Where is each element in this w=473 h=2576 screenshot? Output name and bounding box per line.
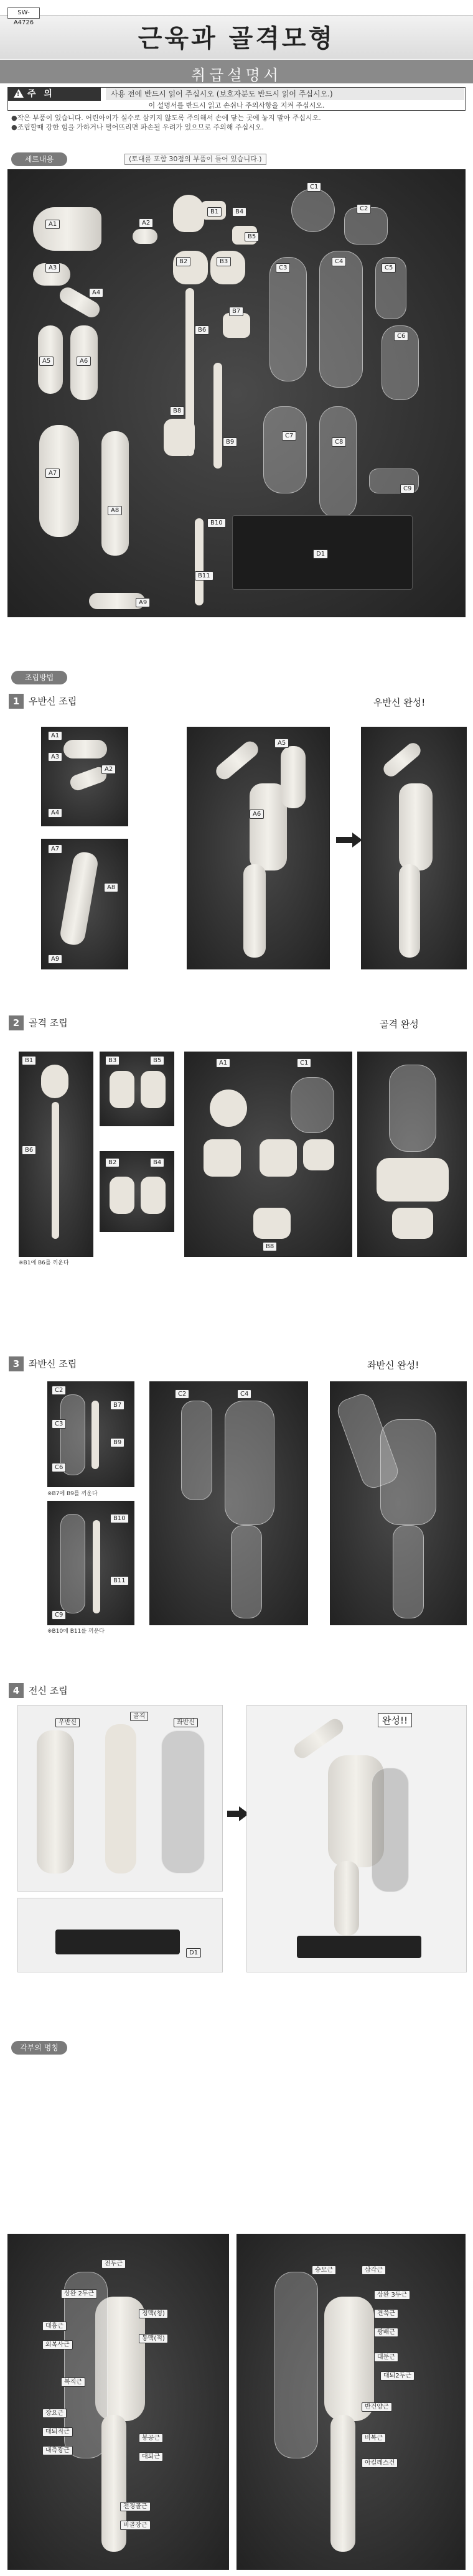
- part-a2: [133, 229, 157, 244]
- name-label: 외복사근: [42, 2340, 73, 2350]
- name-label: 전경골근: [120, 2502, 151, 2511]
- step1-label: A5: [274, 739, 289, 748]
- parts-label: A7: [45, 469, 60, 478]
- parts-label: A5: [39, 357, 54, 366]
- name-label: 대흉근: [42, 2322, 67, 2331]
- parts-label: B9: [223, 437, 237, 447]
- step2-photo-spine: [19, 1052, 93, 1257]
- step3-label: C6: [52, 1463, 66, 1472]
- part-ribs: [204, 1139, 241, 1177]
- step-number: 4: [9, 1683, 24, 1698]
- part-b1-skull: [173, 195, 204, 232]
- step2-label: B8: [263, 1242, 277, 1251]
- parts-label: B3: [217, 257, 231, 266]
- name-label: 봉공근: [139, 2434, 163, 2443]
- part-clear-leg: [393, 1525, 424, 1618]
- step3-caption: ※B10에 B11를 끼운다: [47, 1628, 105, 1635]
- step-done-text: 좌반신 완성!: [367, 1360, 419, 1371]
- step1-label: A9: [48, 954, 62, 964]
- name-label: 광배근: [374, 2328, 398, 2337]
- part-body-arm: [291, 1716, 347, 1762]
- page-title: 근육과 골격모형: [138, 24, 335, 53]
- step1-label: A6: [250, 810, 264, 819]
- step4-photo-parts: [17, 1705, 223, 1892]
- part-clear-torso: [225, 1401, 274, 1525]
- parts-label: C6: [394, 332, 408, 341]
- step2-label: A1: [216, 1058, 230, 1068]
- part-right-half: [37, 1730, 74, 1874]
- step-title: 좌반신 조립: [29, 1358, 77, 1370]
- part-clear-leg: [60, 1514, 85, 1613]
- name-label: 승모근: [312, 2266, 336, 2275]
- part-a8: [101, 431, 129, 556]
- set-contents-tab: 세트내용: [11, 152, 67, 166]
- parts-label: C3: [276, 263, 290, 273]
- part-b8: [164, 419, 195, 456]
- step3-label: B9: [110, 1438, 124, 1447]
- name-label: 동맥(적): [139, 2334, 168, 2343]
- step3-photo-arm: [47, 1381, 134, 1487]
- name-label: 대퇴2두근: [380, 2371, 414, 2381]
- parts-label: D1: [313, 549, 328, 559]
- part-leg: [243, 864, 266, 958]
- part-body-base: [297, 1936, 421, 1958]
- part-skull: [210, 1090, 247, 1127]
- step-title: 우반신 조립: [29, 696, 77, 707]
- product-code: SW-A4726: [7, 7, 40, 19]
- step-done-text: 우반신 완성!: [373, 697, 426, 708]
- parts-label: C9: [400, 484, 414, 493]
- warning-notes: [11, 113, 459, 132]
- name-label: 비복근: [362, 2434, 386, 2443]
- step3-label: C3: [52, 1419, 66, 1429]
- part-left-half: [161, 1730, 205, 1874]
- parts-label: B11: [195, 571, 213, 581]
- name-label: 내측광근: [42, 2446, 73, 2455]
- parts-label: B8: [170, 406, 184, 416]
- part-ribs: [141, 1177, 166, 1214]
- part-b2-ribs: [173, 251, 208, 284]
- parts-label: A1: [45, 220, 60, 229]
- step2-label: B5: [150, 1056, 164, 1065]
- step3-photo-done: [330, 1381, 467, 1625]
- part-arm: [63, 740, 107, 758]
- step1-label: A8: [104, 883, 118, 892]
- step-done-text: 골격 완성: [380, 1019, 419, 1030]
- parts-label: C8: [332, 437, 346, 447]
- names-tab: 각부의 명칭: [11, 2041, 67, 2055]
- part-arm-raised: [213, 738, 261, 782]
- part-b3-ribs: [210, 251, 245, 284]
- part-spine: [52, 1102, 59, 1239]
- parts-label: C4: [332, 257, 346, 266]
- step3-photo-leg: [47, 1501, 134, 1625]
- step3-label: C2: [52, 1386, 66, 1395]
- step3-label: C4: [237, 1389, 251, 1399]
- warning-note: ●작은 부품이 있습니다. 어린아이가 실수로 삼키지 않도록 주의해서 손에 닿는 곳에 놓지 말아 주십시오.: [11, 114, 321, 122]
- step-number: 1: [9, 694, 24, 709]
- name-label: 비골장근: [120, 2521, 151, 2530]
- part-back-clear: [274, 2272, 318, 2458]
- step4-label: 우반신: [55, 1718, 80, 1727]
- part-pelvis: [392, 1208, 433, 1239]
- part-a7: [39, 425, 79, 537]
- part-b7: [223, 313, 250, 338]
- part-ribs: [141, 1071, 166, 1108]
- name-label: 삼각근: [362, 2266, 386, 2275]
- name-label: 상완 2두근: [61, 2289, 97, 2298]
- parts-label: B1: [207, 207, 222, 217]
- part-c1: [291, 189, 335, 232]
- part-b10: [195, 518, 204, 605]
- parts-label: A2: [139, 218, 153, 228]
- part-skeleton-upper: [389, 1065, 436, 1152]
- name-label: 대퇴근: [139, 2452, 163, 2462]
- part-ribcage: [377, 1158, 449, 1202]
- step1-photo-done: [361, 727, 467, 969]
- part-c4: [319, 251, 363, 388]
- part-front-leg: [101, 2415, 126, 2552]
- part-leg-bone: [93, 1520, 100, 1613]
- parts-label: A3: [45, 263, 60, 273]
- part-skeleton: [105, 1724, 136, 1874]
- step4-label: 골격: [130, 1712, 148, 1721]
- part-ribs: [110, 1177, 134, 1214]
- parts-label: B4: [232, 207, 246, 217]
- name-label: 반건양근: [362, 2402, 392, 2412]
- part-a1: [33, 207, 101, 251]
- set-contents-note: (토대를 포함 30점의 부품이 들어 있습니다.): [124, 154, 266, 165]
- step2-photo-done: [357, 1052, 467, 1257]
- warning-line-1: 사용 전에 반드시 읽어 주십시오 (보호자분도 반드시 읽어 주십시오.): [106, 88, 464, 100]
- step2-label: B3: [105, 1056, 119, 1065]
- part-clear-arm: [181, 1401, 212, 1500]
- step4-label: 좌반신: [174, 1718, 198, 1727]
- parts-label: A9: [136, 598, 150, 607]
- step-title: 전신 조립: [29, 1685, 68, 1696]
- step-number: 3: [9, 1356, 24, 1371]
- step3-label: B11: [110, 1576, 129, 1585]
- part-base: [55, 1930, 180, 1954]
- parts-photo: [7, 169, 466, 617]
- step1-label: A7: [48, 844, 62, 854]
- parts-label: B6: [195, 325, 209, 335]
- step3-photo-body: [149, 1381, 308, 1625]
- name-label: 복직근: [61, 2378, 85, 2387]
- step4-photo-base: [17, 1898, 223, 1972]
- parts-label: A4: [89, 288, 103, 297]
- parts-label: C2: [357, 204, 371, 213]
- name-label: 대둔근: [374, 2353, 398, 2362]
- names-photo-front: [7, 2234, 229, 2570]
- warning-exclamation: !: [17, 91, 20, 98]
- part-c7: [263, 406, 307, 493]
- parts-label: B7: [229, 307, 243, 316]
- step1-label: A1: [48, 731, 62, 740]
- name-label: 상완 3두근: [374, 2290, 410, 2300]
- step2-caption: ※B1에 B6를 끼운다: [19, 1260, 69, 1266]
- part-clear-torso: [380, 1419, 436, 1525]
- step-number: 2: [9, 1015, 24, 1030]
- part-c8: [319, 406, 357, 518]
- part-back-leg: [330, 2415, 355, 2552]
- name-label: 전두근: [101, 2259, 126, 2269]
- part-torso: [399, 783, 433, 870]
- step3-label: B7: [110, 1401, 124, 1410]
- warning-line-2: 이 설명서를 반드시 읽고 손쉬나 주의사항을 지켜 주십시오.: [148, 101, 325, 110]
- step1-label: A2: [101, 765, 116, 774]
- part-pelvis: [253, 1208, 291, 1239]
- step1-photo-leg: [41, 839, 128, 969]
- step3-label: C2: [175, 1389, 189, 1399]
- name-label: 대퇴직근: [42, 2427, 73, 2437]
- step4-photo-done: [246, 1705, 467, 1972]
- step-title: 골격 조립: [29, 1017, 68, 1029]
- part-skull: [41, 1065, 68, 1098]
- part-c3: [269, 257, 307, 381]
- name-label: 견쭉근: [374, 2309, 398, 2318]
- parts-label: B5: [245, 232, 259, 241]
- step1-label: A3: [48, 752, 62, 762]
- step2-label: B2: [105, 1158, 119, 1167]
- step2-label: B4: [150, 1158, 164, 1167]
- part-arm-raised: [380, 740, 423, 779]
- name-label: 정맥(청): [139, 2309, 168, 2318]
- parts-label: A8: [108, 506, 122, 515]
- names-photo-back: [236, 2234, 466, 2570]
- warning-heading: 주 의: [7, 87, 101, 101]
- step-done-text: 완성!!: [378, 1713, 412, 1727]
- page-subtitle: 취급설명서: [191, 67, 282, 84]
- part-ribs: [260, 1139, 297, 1177]
- step2-photo-assembly: [184, 1052, 352, 1257]
- step1-photo-body: [187, 727, 330, 969]
- parts-label: C7: [282, 431, 296, 441]
- step3-label: C9: [52, 1610, 66, 1620]
- step2-photo-ribs-top: [100, 1052, 174, 1126]
- part-leg: [399, 864, 420, 958]
- step3-caption: ※B7에 B9를 끼운다: [47, 1491, 98, 1497]
- warning-note: ●조립할때 강한 힘을 가하거나 떨어뜨리면 파손될 우려가 있으므로 주의해 주십시오.: [11, 123, 264, 131]
- step2-label: C1: [297, 1058, 311, 1068]
- parts-label: B10: [207, 518, 226, 528]
- parts-label: B2: [176, 257, 190, 266]
- part-c1-clear: [291, 1077, 334, 1133]
- step1-photo-arm: [41, 727, 128, 826]
- part-arm-bone: [91, 1401, 99, 1469]
- step2-label: B1: [22, 1056, 36, 1065]
- assembly-tab: 조립방법: [11, 671, 67, 684]
- step2-photo-ribs-bottom: [100, 1151, 174, 1232]
- step4-label: D1: [186, 1948, 201, 1958]
- part-b9: [213, 363, 222, 469]
- parts-label: A6: [77, 357, 91, 366]
- name-label: 장요근: [42, 2409, 67, 2418]
- part-a5-muscle: [281, 746, 306, 808]
- part-shoulder: [303, 1139, 334, 1170]
- step2-label: B6: [22, 1146, 36, 1155]
- step3-label: B10: [110, 1514, 129, 1523]
- part-leg: [59, 851, 99, 947]
- part-ribs: [110, 1071, 134, 1108]
- parts-label: C5: [382, 263, 396, 273]
- part-body-clear: [372, 1768, 409, 1892]
- step1-label: A4: [48, 808, 62, 818]
- parts-label: C1: [307, 182, 321, 192]
- name-label: 아킬레스건: [362, 2458, 398, 2468]
- part-clear-leg: [231, 1525, 262, 1618]
- part-body-leg: [334, 1861, 359, 1936]
